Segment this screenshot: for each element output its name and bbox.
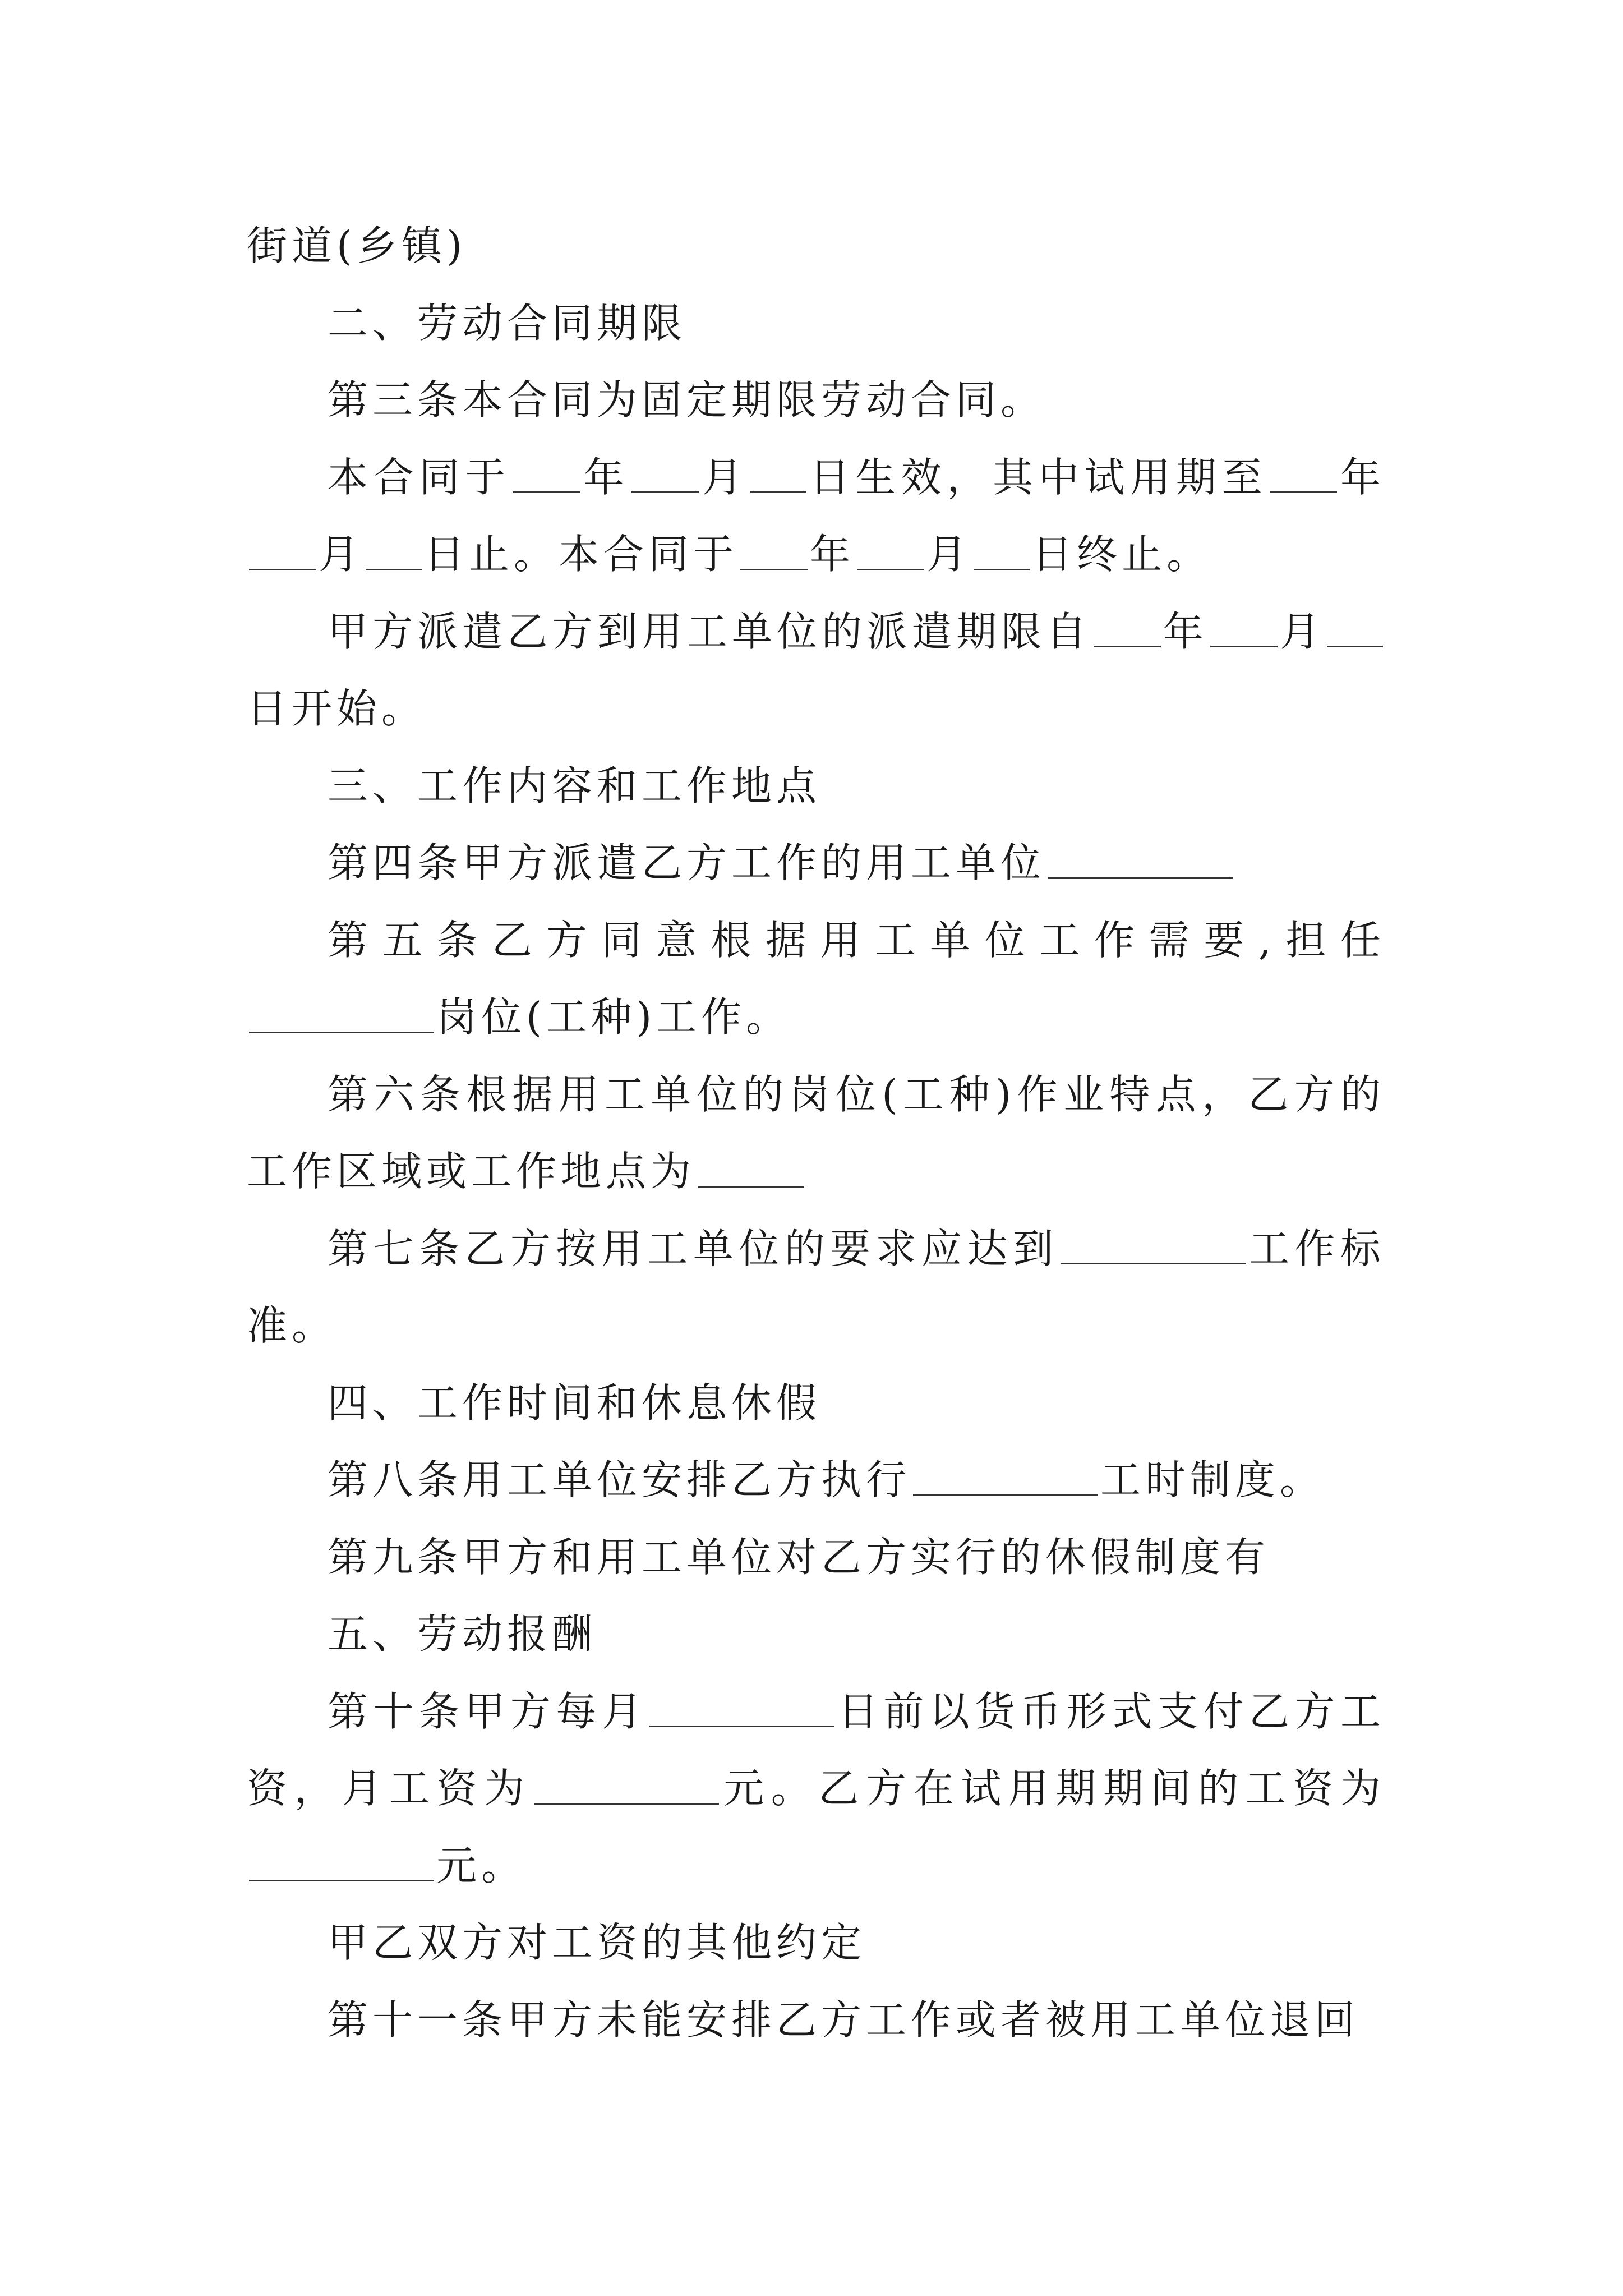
article-4: 第四条甲方派遣乙方工作的用工单位 (247, 825, 1385, 902)
paragraph-other-wage-terms: 甲乙双方对工资的其他约定 (328, 1919, 866, 1966)
blank-field (249, 995, 434, 1033)
article-3: 第三条本合同为固定期限劳动合同。 (328, 376, 1046, 424)
heading-contract-term: 二、劳动合同期限 (328, 299, 687, 347)
blank-field (1270, 455, 1337, 493)
blank-field (534, 1766, 719, 1805)
article-5: 第五条乙方同意根据用工单位工作需要,担任岗位(工种)工作。 (247, 902, 1385, 1056)
paragraph-street-township: 街道(乡镇) (247, 222, 467, 269)
blank-field (750, 455, 806, 493)
blank-field (974, 532, 1030, 570)
heading-working-hours-leave: 四、工作时间和休息休假 (328, 1379, 822, 1427)
blank-field (857, 532, 924, 570)
blank-field (1210, 609, 1278, 647)
article-9: 第九条甲方和用工单位对乙方实行的休假制度有 (328, 1533, 1270, 1581)
blank-field (913, 1458, 1098, 1496)
blank-field (249, 1843, 434, 1881)
paragraph-dispatch-term: 甲方派遣乙方到用工单位的派遣期限自 年 月日开始。 (247, 593, 1385, 748)
blank-field (1061, 1226, 1246, 1264)
heading-remuneration: 五、劳动报酬 (328, 1611, 597, 1658)
article-10: 第十条甲方每月 日前以货币形式支付乙方工资，月工资为 元。乙方在试用期期间的工资为元。 (247, 1687, 1385, 1889)
blank-field (631, 455, 699, 493)
document-body (247, 208, 1385, 2059)
blank-field (649, 1689, 834, 1727)
blank-field (366, 532, 422, 570)
article-8: 第八条用工单位安排乙方执行 工时制度。 (328, 1456, 1325, 1503)
blank-field (1094, 609, 1161, 647)
blank-field (698, 1149, 804, 1188)
blank-field (1327, 609, 1383, 647)
heading-work-content-location: 三、工作内容和工作地点 (328, 762, 822, 809)
blank-field (1048, 841, 1233, 879)
blank-field (513, 455, 580, 493)
blank-field (740, 532, 808, 570)
blank-field (249, 532, 316, 570)
paragraph-contract-dates: 本合同于 年 月 日生效，其中试用期至 年月 日止。本合同于 年 月 日终止。 (247, 439, 1385, 593)
article-11: 第十一条甲方未能安排乙方工作或者被用工单位退回 (328, 1996, 1360, 2044)
article-7: 第七条乙方按用工单位的要求应达到 工作标准。 (247, 1225, 1385, 1349)
article-6: 第六条根据用工单位的岗位(工种)作业特点，乙方的工作区域或工作地点为 (247, 1070, 1385, 1195)
